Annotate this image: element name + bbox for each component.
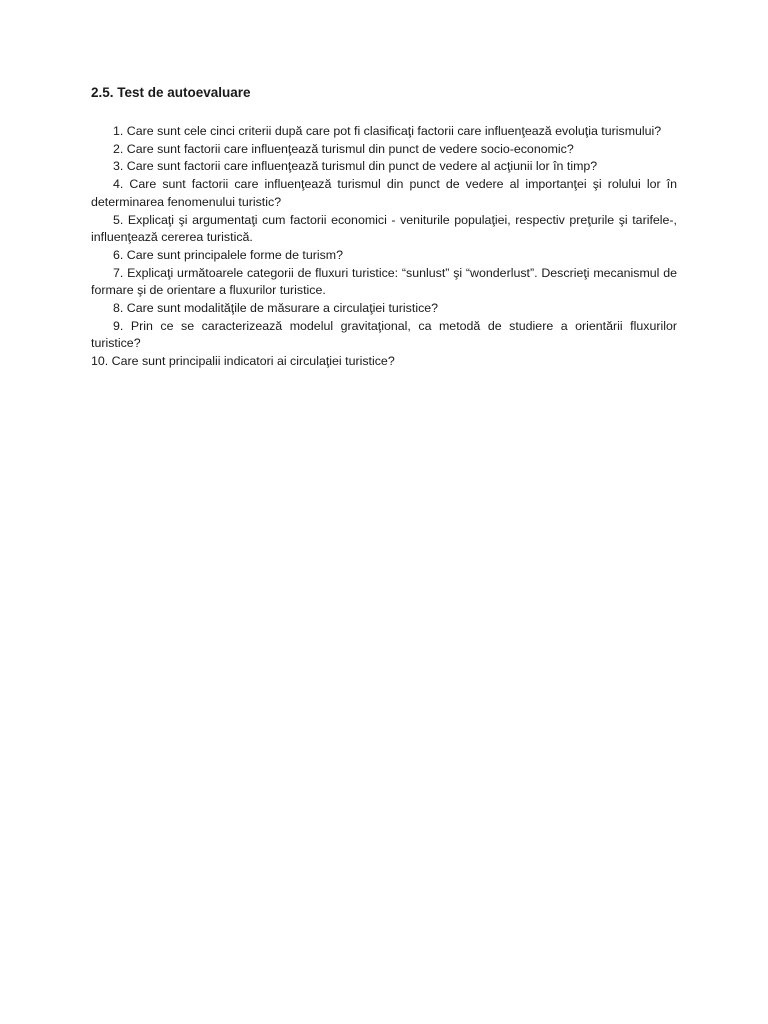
question-list [91, 123, 677, 371]
question-item: 1. Care sunt cele cinci criterii după care pot fi clasificaţi factorii care influenţează evoluţia turismului? [113, 124, 662, 138]
question-item: 10. Care sunt principalii indicatori ai circulaţiei turistice? [91, 354, 395, 369]
question-item: 9. Prin ce se caracterizează modelul gravitaţional, ca metodă de studiere a orientării fluxurilor turistice? [91, 318, 677, 351]
question-item: 6. Care sunt principalele forme de turism? [113, 247, 344, 262]
question-item: 3. Care sunt factorii care influenţează turismul din punct de vedere al acţiunii lor în timp? [113, 159, 598, 174]
question-item: 4. Care sunt factorii care influenţează turismul din punct de vedere al importanţei şi rolului lor în determinarea fenomenului turistic? [91, 177, 677, 209]
section-heading: 2.5. Test de autoevaluare [91, 85, 251, 100]
question-item: 2. Care sunt factorii care influenţează turismul din punct de vedere socio-economic? [113, 141, 574, 156]
question-item: 5. Explicaţi şi argumentaţi cum factorii economici - veniturile populaţiei, respectiv preţurile şi tarifele-, influenţează cererea turistică. [91, 212, 677, 245]
question-item: 8. Care sunt modalităţile de măsurare a circulaţiei turistice? [113, 301, 439, 316]
question-item: 7. Explicaţi următoarele categorii de fluxuri turistice: “sunlust” şi “wonderlust”. Descrieţi mecanismul de formare şi de orientare a fluxurilor turistice. [91, 265, 677, 298]
document-page [91, 84, 677, 371]
